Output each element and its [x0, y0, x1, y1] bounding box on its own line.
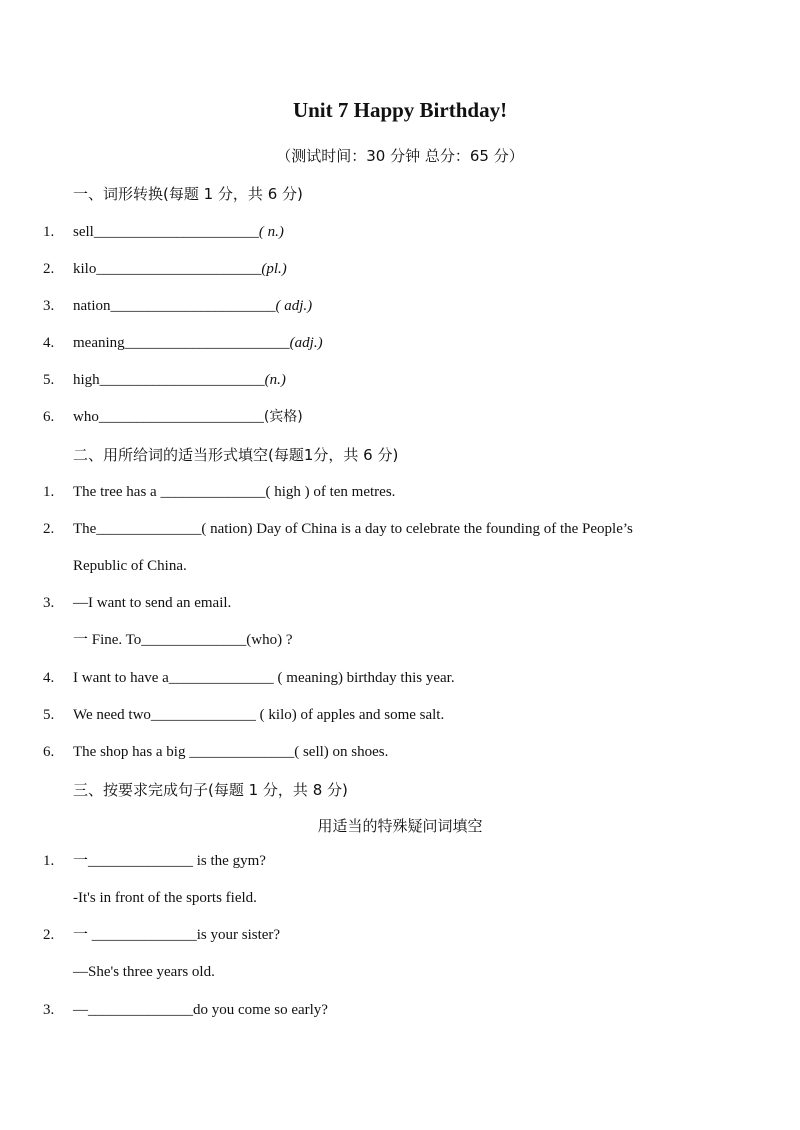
s3-item-reply: —She's three years old.	[73, 964, 215, 980]
s3-item-reply: -It's in front of the sports field.	[73, 890, 257, 906]
s2-item-text: I want to have a______________ ( meaning) birthday this year.	[73, 670, 455, 686]
s1-item-number: 1.	[43, 224, 55, 240]
s1-item	[73, 333, 323, 353]
s1-item-number: 5.	[43, 372, 55, 388]
s1-hint: (adj.)	[289, 335, 323, 351]
s2-item-number: 2.	[43, 521, 55, 537]
section3-subheading: 用适当的特殊疑问词填空	[317, 817, 483, 835]
s1-item	[73, 370, 286, 390]
s1-item-number: 2.	[43, 261, 55, 277]
test-info: （测试时间：30 分钟 总分：65 分）	[276, 147, 524, 165]
s1-item	[73, 296, 312, 316]
s1-hint: (宾格)	[263, 409, 303, 425]
s1-word: who______________________	[73, 409, 264, 425]
s3-item-number: 2.	[43, 927, 55, 943]
s1-item	[73, 222, 284, 242]
s1-hint: ( adj.)	[275, 298, 313, 314]
s1-hint: (pl.)	[261, 261, 287, 277]
section1-heading: 一、词形转换(每题 1 分，共 6 分)	[73, 185, 303, 203]
s3-item-text: 一______________ is the gym?	[73, 853, 266, 869]
s2-item-number: 5.	[43, 707, 55, 723]
s2-item-text: The shop has a big ______________( sell) on shoes.	[73, 744, 389, 760]
s1-item-number: 6.	[43, 409, 55, 425]
page-title: Unit 7 Happy Birthday!	[292, 98, 508, 122]
s2-item-text: —I want to send an email.	[73, 595, 232, 611]
s2-item-number: 1.	[43, 484, 55, 500]
s1-hint: ( n.)	[258, 224, 284, 240]
s1-item-number: 3.	[43, 298, 55, 314]
s2-item-text: We need two______________ ( kilo) of apples and some salt.	[73, 707, 445, 723]
s1-item	[73, 259, 287, 279]
s3-item-number: 1.	[43, 853, 55, 869]
s1-hint: (n.)	[264, 372, 286, 388]
s2-item-text: The______________( nation) Day of China is a day to celebrate the founding of the People’s	[73, 521, 633, 537]
s3-item-text: 一 ______________is your sister?	[73, 927, 281, 943]
s1-item	[73, 407, 303, 427]
s1-word: kilo______________________	[73, 261, 262, 277]
s2-item-reply: 一 Fine. To______________(who) ?	[73, 632, 293, 648]
s1-word: sell______________________	[73, 224, 259, 240]
s2-item-number: 6.	[43, 744, 55, 760]
section2-heading: 二、用所给词的适当形式填空(每题1分，共 6 分)	[73, 446, 399, 464]
s3-item-number: 3.	[43, 1002, 55, 1018]
section3-heading: 三、按要求完成句子(每题 1 分，共 8 分)	[73, 781, 348, 799]
s1-item-number: 4.	[43, 335, 55, 351]
s1-word: meaning______________________	[73, 335, 290, 351]
s1-word: high______________________	[73, 372, 265, 388]
s2-item-text-continued: Republic of China.	[73, 558, 187, 574]
s2-item-number: 3.	[43, 595, 55, 611]
s2-item-number: 4.	[43, 670, 55, 686]
s2-item-text: The tree has a ______________( high ) of ten metres.	[73, 484, 396, 500]
s3-item-text: —______________do you come so early?	[73, 1002, 328, 1018]
s1-word: nation______________________	[73, 298, 276, 314]
